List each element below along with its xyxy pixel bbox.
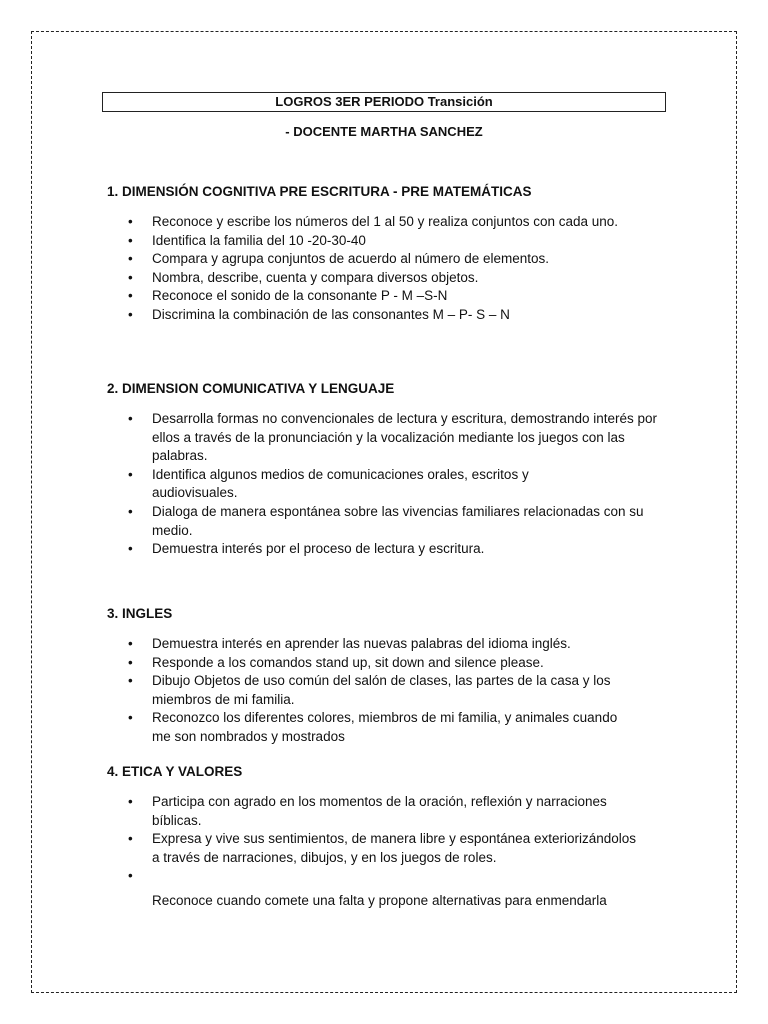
list-item: • Identifica la familia del 10 -20-30-40 bbox=[107, 232, 677, 251]
document-title: LOGROS 3ER PERIODO Transición bbox=[102, 92, 666, 112]
list-item: • Reconozco los diferentes colores, miembros de mi familia, y animales cuando me son nombrados y mostrados bbox=[107, 709, 677, 746]
bullet-list bbox=[107, 793, 677, 910]
list-item: • Reconoce el sonido de la consonante P - M –S-N bbox=[107, 287, 677, 306]
section-heading: 3. INGLES bbox=[107, 606, 173, 621]
list-item: • Compara y agrupa conjuntos de acuerdo al número de elementos. bbox=[107, 250, 677, 269]
list-item-continuation: Reconoce cuando comete una falta y propone alternativas para enmendarla bbox=[152, 892, 607, 908]
list-item: • Demuestra interés en aprender las nuevas palabras del idioma inglés. bbox=[107, 635, 677, 654]
section-heading: 4. ETICA Y VALORES bbox=[107, 764, 243, 779]
list-item: • Identifica algunos medios de comunicaciones orales, escritos y audiovisuales. bbox=[107, 466, 677, 503]
section-comunicativa bbox=[107, 380, 677, 559]
list-item: • Dialoga de manera espontánea sobre las vivencias familiares relacionadas con su medio. bbox=[107, 503, 677, 540]
section-etica bbox=[107, 763, 677, 910]
list-item: • Reconoce y escribe los números del 1 al 50 y realiza conjuntos con cada uno. bbox=[107, 213, 677, 232]
list-item: • Desarrolla formas no convencionales de lectura y escritura, demostrando interés por ellos a través de la pronunciación y la vocalización mediante los juegos con las palabras. bbox=[107, 410, 677, 466]
bullet-list bbox=[107, 410, 677, 559]
bullet-list bbox=[107, 635, 677, 747]
section-heading: 1. DIMENSIÓN COGNITIVA PRE ESCRITURA - PRE MATEMÁTICAS bbox=[107, 184, 532, 199]
list-item: • Demuestra interés por el proceso de lectura y escritura. bbox=[107, 540, 677, 559]
document-subtitle: - DOCENTE MARTHA SANCHEZ bbox=[285, 124, 483, 139]
list-item: • Nombra, describe, cuenta y compara diversos objetos. bbox=[107, 269, 677, 288]
section-ingles bbox=[107, 605, 677, 747]
list-item: • Dibujo Objetos de uso común del salón de clases, las partes de la casa y los miembros de mi familia. bbox=[107, 672, 677, 709]
section-heading: 2. DIMENSION COMUNICATIVA Y LENGUAJE bbox=[107, 381, 395, 396]
list-item bbox=[107, 867, 677, 891]
list-item: • Responde a los comandos stand up, sit down and silence please. bbox=[107, 654, 677, 673]
section-cognitiva bbox=[107, 183, 677, 325]
bullet-list bbox=[107, 213, 677, 325]
list-item: • Participa con agrado en los momentos de la oración, reflexión y narraciones bíblicas. bbox=[107, 793, 677, 830]
list-item: • Discrimina la combinación de las consonantes M – P- S – N bbox=[107, 306, 677, 325]
list-item: • Expresa y vive sus sentimientos, de manera libre y espontánea exteriorizándolos a través de narraciones, dibujos, y en los juegos de roles. bbox=[107, 830, 677, 867]
